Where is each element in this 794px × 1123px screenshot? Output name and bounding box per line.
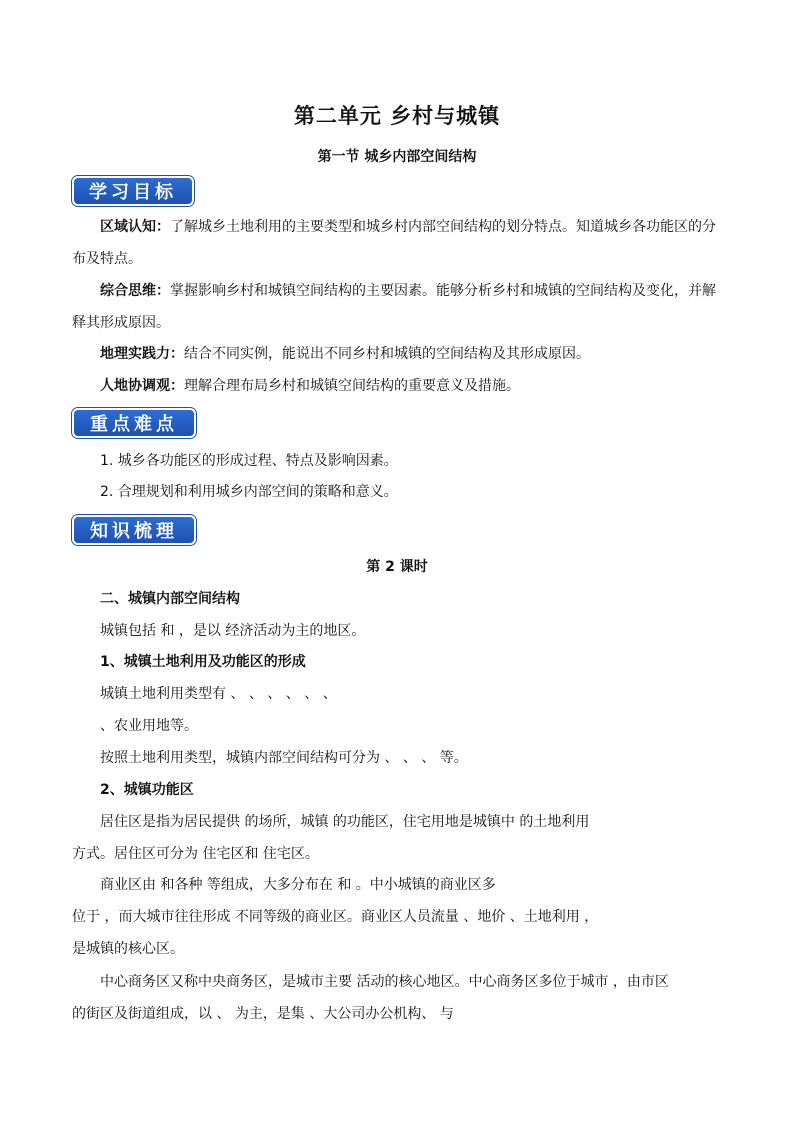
- key-points-badge: 重点难点: [72, 408, 196, 438]
- objective-1-line-1: [100, 217, 716, 237]
- objective-1-line-2: 布及特点。: [72, 251, 142, 267]
- paragraph-land-use-types-1: 城镇土地利用类型有 、 、 、 、 、 、: [100, 686, 337, 702]
- objective-3-text: 结合不同实例，能说出不同乡村和城镇的空间结构及其形成原因。: [184, 346, 590, 362]
- knowledge-review-badge: 知识梳理: [72, 515, 196, 545]
- heading-functional-areas: 2、城镇功能区: [100, 782, 194, 798]
- paragraph-commercial-3: 是城镇的核心区。: [72, 941, 184, 957]
- heading-land-use: 1、城镇土地利用及功能区的形成: [100, 654, 306, 670]
- objective-2-line-2: 释其形成原因。: [72, 315, 170, 331]
- paragraph-commercial-1: 商业区由 和各种 等组成，大多分布在 和 。中小城镇的商业区多: [100, 877, 496, 893]
- key-point-1: 1. 城乡各功能区的形成过程、特点及影响因素。: [100, 453, 398, 469]
- objective-4-text: 理解合理布局乡村和城镇空间结构的重要意义及措施。: [184, 378, 520, 394]
- objective-2-text: 掌握影响乡村和城镇空间结构的主要因素。能够分析乡村和城镇的空间结构及变化，并解: [170, 283, 716, 299]
- objective-3: [100, 344, 590, 364]
- learning-objectives-badge: 学习目标: [72, 176, 194, 206]
- paragraph-residential-2: 方式。居住区可分为 住宅区和 住宅区。: [72, 846, 319, 862]
- objective-2-label: 综合思维：: [100, 283, 170, 299]
- paragraph-cbd-2: 的街区及街道组成，以 、 为主，是集 、大公司办公机构、 与: [72, 1006, 454, 1022]
- page-title: 第二单元 乡村与城镇: [293, 104, 501, 128]
- objective-3-label: 地理实践力：: [100, 346, 184, 362]
- page-subtitle: 第一节 城乡内部空间结构: [317, 149, 477, 165]
- paragraph-cbd-1: 中心商务区又称中央商务区，是城市主要 活动的核心地区。中心商务区多位于城市 ，由市区: [100, 974, 669, 990]
- objective-1-label: 区域认知：: [100, 219, 170, 235]
- key-point-2: 2. 合理规划和利用城乡内部空间的策略和意义。: [100, 484, 398, 500]
- paragraph-residential-1: 居住区是指为居民提供 的场所，城镇 的功能区，住宅用地是城镇中 的土地利用: [100, 814, 590, 830]
- objective-1-text: 了解城乡土地利用的主要类型和城乡村内部空间结构的划分特点。知道城乡各功能区的分: [170, 219, 716, 235]
- paragraph-spatial-structure: 按照土地利用类型，城镇内部空间结构可分为 、 、 、 等。: [100, 750, 468, 766]
- objective-2-line-1: [100, 281, 716, 301]
- paragraph-urban-definition: 城镇包括 和 ，是以 经济活动为主的地区。: [100, 623, 366, 639]
- paragraph-commercial-2: 位于 ，而大城市往往形成 不同等级的商业区。商业区人员流量 、地价 、土地利用 ，: [72, 909, 599, 925]
- objective-4-label: 人地协调观：: [100, 378, 184, 394]
- objective-4: [100, 376, 520, 396]
- paragraph-land-use-types-2: 、农业用地等。: [100, 718, 198, 734]
- heading-section-2: 二、城镇内部空间结构: [100, 591, 240, 607]
- lesson-label: 第 2 课时: [366, 559, 428, 575]
